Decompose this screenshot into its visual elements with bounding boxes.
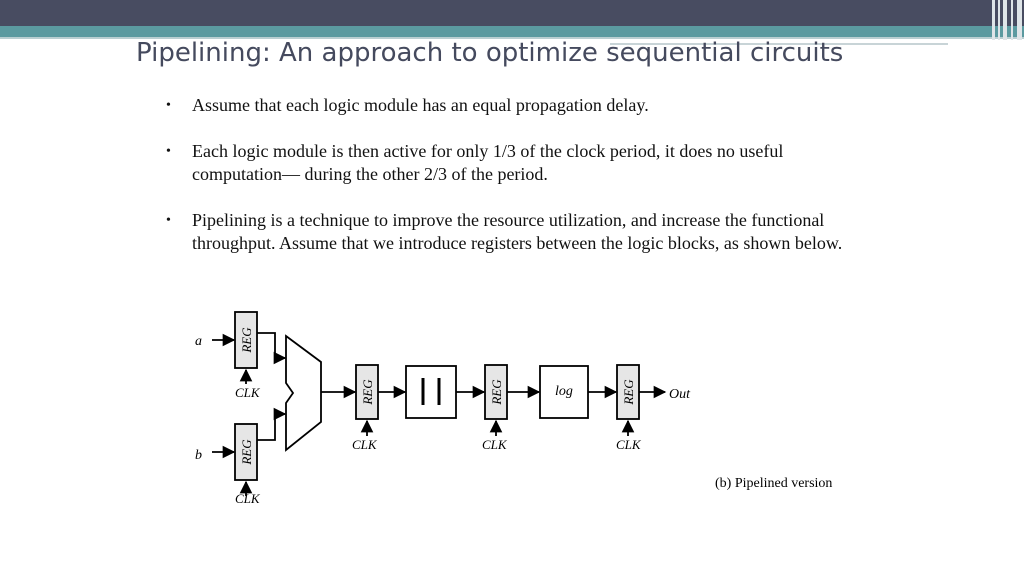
pipeline-diagram <box>185 260 865 510</box>
bullet-text: Each logic module is then active for only 1/3 of the clock period, it does no useful computation— during the other 2/3 of the period. <box>192 141 784 184</box>
adder-block <box>286 336 321 450</box>
bullet-item <box>166 140 866 186</box>
diagram-caption: (b) Pipelined version <box>715 476 833 491</box>
input-a-label: a <box>195 334 202 349</box>
top-banner <box>0 0 1024 26</box>
bullet-text: Pipelining is a technique to improve the resource utilization, and increase the functional throughput. Assume that we introduce registers between the logic blocks, as shown below. <box>192 210 843 253</box>
reg-b-to-adder-wire <box>257 414 285 440</box>
register-stage-1-label: REG <box>360 379 375 405</box>
clock-stage-1-label: CLK <box>352 437 377 452</box>
log-block-label: log <box>555 384 573 399</box>
decorative-stripes <box>990 0 1024 40</box>
accent-band <box>0 26 1024 37</box>
bullet-list <box>166 94 866 278</box>
clock-b-label: CLK <box>235 491 260 506</box>
register-b-label: REG <box>239 439 254 465</box>
clock-stage-2-label: CLK <box>482 437 507 452</box>
register-stage-3-label: REG <box>621 379 636 405</box>
bullet-marker: • <box>166 144 171 159</box>
reg-a-to-adder-wire <box>257 333 285 358</box>
bullet-item <box>166 94 866 117</box>
bullet-marker: • <box>166 98 171 113</box>
abs-block-label: | | <box>785 260 786 261</box>
bullet-marker: • <box>166 213 171 228</box>
register-a-label: REG <box>239 327 254 353</box>
clock-a-label: CLK <box>235 385 260 400</box>
bullet-text: Assume that each logic module has an equal propagation delay. <box>192 95 649 115</box>
input-b-label: b <box>195 448 202 463</box>
bullet-item <box>166 209 866 255</box>
output-label: Out <box>669 387 690 402</box>
clock-stage-3-label: CLK <box>616 437 641 452</box>
register-stage-2-label: REG <box>489 379 504 405</box>
slide-title: Pipelining: An approach to optimize sequential circuits <box>136 38 844 68</box>
abs-block <box>406 366 456 418</box>
